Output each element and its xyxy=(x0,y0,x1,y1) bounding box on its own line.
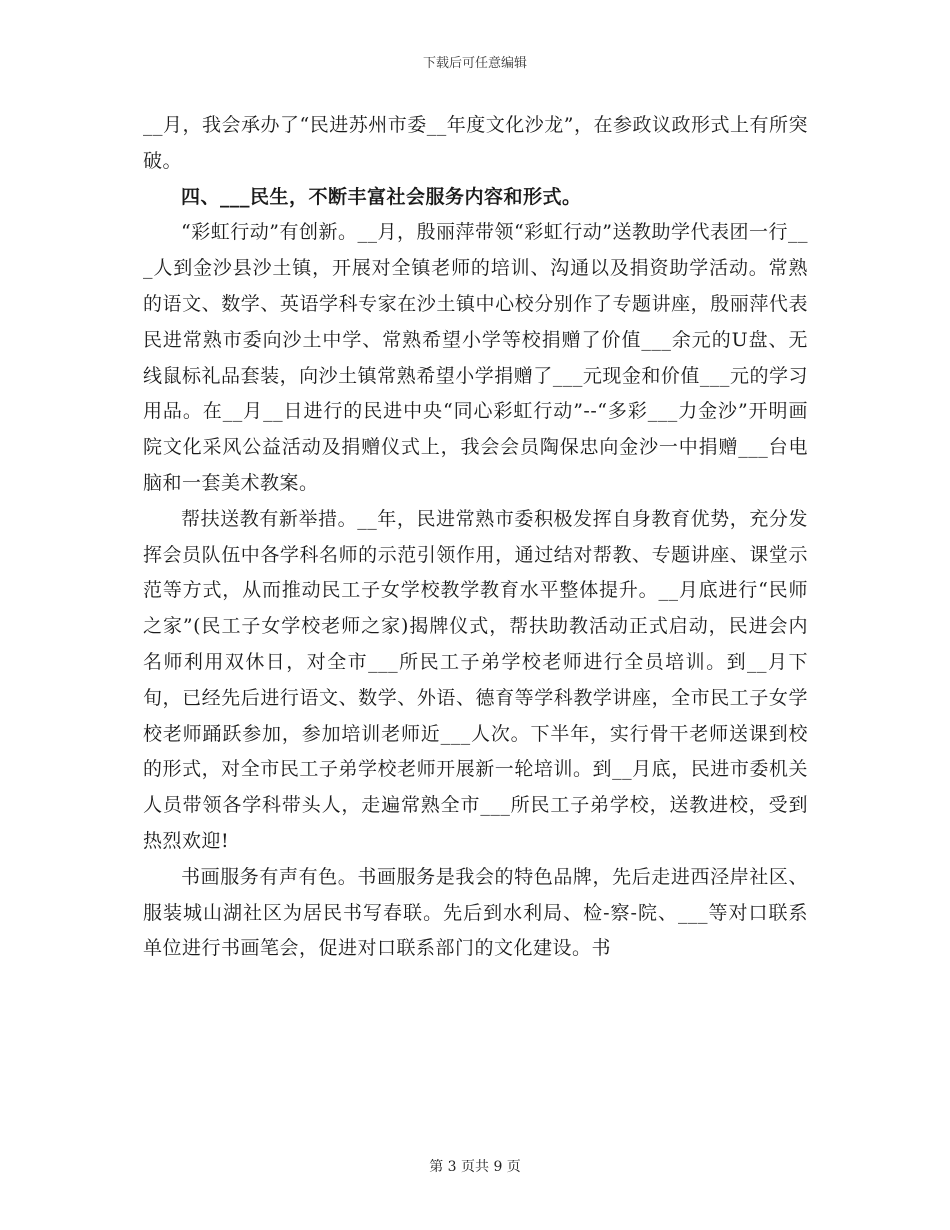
section-heading: 四、___民生，不断丰富社会服务内容和形式。 xyxy=(181,185,582,208)
paragraph-salon: __月，我会承办了“民进苏州市委__年度文化沙龙”，在参政议政形式上有所突破。 xyxy=(143,114,808,172)
page-number: 第 3 页共 9 页 xyxy=(429,1159,521,1175)
document-body xyxy=(143,108,808,967)
paragraph-teaching-support: 帮扶送教有新举措。__年，民进常熟市委积极发挥自身教育优势，充分发挥会员队伍中各学科名师的示范引领作用，通过结对帮教、专题讲座、课堂示范等方式，从而推动民工子女学校教学教育水平整体提升。__月底进行“民师之家”(民工子女学校老师之家)揭牌仪式，帮扶助教活动正式启动，民进会内名师利用双休日，对全市___所民工子弟学校老师进行全员培训。到__月下旬，已经先后进行语文、数学、外语、德育等学科教学讲座，全市民工子女学校老师踊跃参加，参加培训老师近___人次。下半年，实行骨干老师送课到校的形式，对全市民工子弟学校老师开展新一轮培训。到__月底，民进市委机关人员带领各学科带头人，走遍常熟全市___所民工子弟学校，送教进校，受到热烈欢迎! xyxy=(143,507,808,852)
paragraph-rainbow-action: “彩虹行动”有创新。__月，殷丽萍带领“彩虹行动”送教助学代表团一行___人到金沙县沙土镇，开展对全镇老师的培训、沟通以及捐资助学活动。常熟的语文、数学、英语学科专家在沙土镇中心校分别作了专题讲座，殷丽萍代表民进常熟市委向沙土中学、常熟希望小学等校捐赠了价值___余元的U盘、无线鼠标礼品套装，向沙土镇常熟希望小学捐赠了___元现金和价值___元的学习用品。在__月__日进行的民进中央“同心彩虹行动”--“多彩___力金沙”开明画院文化采风公益活动及捐赠仪式上，我会会员陶保忠向金沙一中捐赠___台电脑和一套美术教案。 xyxy=(143,221,808,494)
page-header-note: 下载后可任意编辑 xyxy=(422,56,527,71)
paragraph-calligraphy-service: 书画服务有声有色。书画服务是我会的特色品牌，先后走进西泾岸社区、服装城山湖社区为居民书写春联。先后到水利局、检-察-院、___等对口联系单位进行书画笔会，促进对口联系部门的文化建设。书 xyxy=(143,865,808,960)
